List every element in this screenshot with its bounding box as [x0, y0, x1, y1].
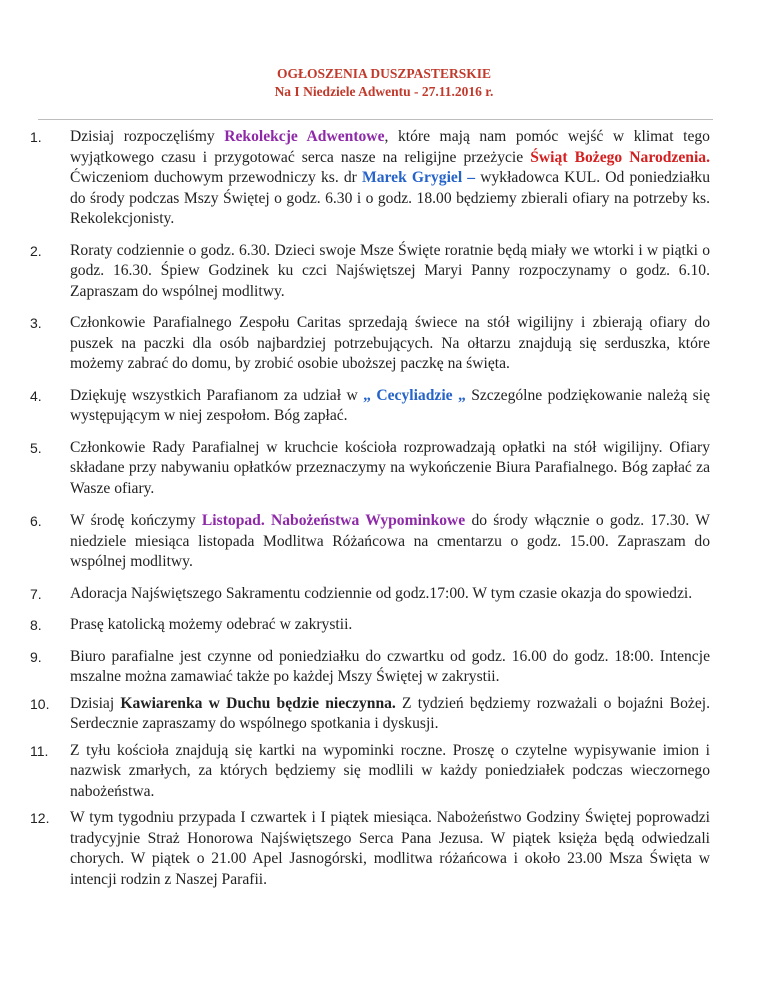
announcement-text: [70, 438, 710, 500]
text-segment: wykładowca KUL. Od poniedziałku do środy podczas Mszy Świętej o godz. 6.30 i o godz. 18.00 będziemy zbierali ofiary na potrzeby ks. Rekolekcjonisty.: [70, 169, 711, 227]
announcement-number: 1.: [30, 129, 42, 145]
announcement-number: 9.: [30, 648, 42, 665]
highlighted-phrase: Rekolekcje Adwentowe: [224, 128, 385, 145]
text-segment: Członkowie Rady Parafialnej w kruchcie kościoła rozprowadzają opłatki na stół wigilijny. Ofiary składane przy nabywaniu opłatków przeznaczymy na wykończenie Biura Parafialnego. Bóg zapłać za Wasze ofiary.: [70, 438, 710, 497]
announcements-list: [30, 127, 710, 890]
announcement-item: [30, 615, 710, 636]
announcement-text: [70, 615, 710, 636]
highlighted-phrase: „ Cecyliadzie „: [363, 386, 466, 404]
highlighted-phrase: Marek Grygiel –: [362, 169, 476, 186]
highlighted-phrase: Kawiarenka w Duchu będzie nieczynna.: [120, 694, 396, 712]
announcement-number: 11.: [30, 742, 49, 759]
announcement-item: [30, 313, 710, 375]
text-segment: Szczególne podziękowanie należą się występującym w niej zespołom. Bóg zapłać.: [70, 386, 710, 424]
text-segment: Prasę katolicką możemy odebrać w zakrystii.: [70, 616, 353, 633]
text-segment: Dzisiaj: [70, 694, 121, 712]
announcement-item: [30, 694, 710, 735]
announcement-item: [30, 438, 710, 500]
text-segment: Ćwiczeniom duchowym przewodniczy ks. dr: [70, 169, 363, 186]
announcement-item: [30, 584, 710, 605]
announcement-text: [70, 313, 710, 375]
announcement-item: [30, 386, 710, 427]
announcement-number: 10.: [30, 695, 50, 712]
highlighted-phrase: Listopad. Nabożeństwa Wypominkowe: [201, 512, 466, 529]
text-segment: Dzisiaj rozpoczęliśmy: [70, 128, 225, 145]
highlighted-phrase: Świąt Bożego Narodzenia.: [530, 148, 710, 166]
announcement-text: [70, 511, 710, 573]
announcement-number: 2.: [30, 242, 42, 259]
text-segment: Członkowie Parafialnego Zespołu Caritas sprzedają świece na stół wigilijny i zbierają ofiary do puszek na paczki dla osób najbardziej potrzebujących. Na ołtarzu znajdują się serduszka, które możemy zabrać do domu, by zrobić osobie uboższej paczkę na święta.: [70, 314, 710, 372]
announcement-text: [70, 386, 710, 427]
text-segment: Z tyłu kościoła znajdują się kartki na wypominki roczne. Proszę o czytelne wypisywanie imion i nazwisk zmarłych, za których będziemy się modlili w każdy poniedziałek podczas wieczornego nabożeństwa.: [70, 741, 710, 800]
announcement-number: 3.: [30, 315, 42, 331]
text-segment: , które mają nam pomóc wejść w klimat tego wyjątkowego czasu i przygotować serca nasze na religijne przeżycie: [70, 128, 710, 166]
announcement-number: 6.: [30, 513, 42, 529]
text-segment: W tym tygodniu przypada I czwartek i I piątek miesiąca. Nabożeństwo Godziny Świętej poprowadzi tradycyjnie Straż Honorowa Najświętszego Serca Pana Jezusa. W piątek księża będą odwiedzali chorych. W piątek o 21.00 Apel Jasnogórski, modlitwa różańcowa i około 23.00 Msza Święta w intencji rodzin z Naszej Parafii.: [70, 809, 710, 888]
text-segment: W środę kończymy: [70, 512, 202, 529]
text-segment: Adoracja Najświętszego Sakramentu codziennie od godz.17:00. W tym czasie okazja do spowiedzi.: [70, 584, 693, 602]
text-segment: Z tydzień będziemy rozważali o bojaźni Bożej. Serdecznie zapraszamy do wspólnego spotkania i dyskusji.: [70, 694, 710, 732]
announcement-text: [70, 808, 710, 890]
announcement-item: [30, 741, 710, 803]
header-divider: [38, 119, 713, 120]
announcement-number: 7.: [30, 585, 42, 602]
text-segment: Dziękuję wszystkich Parafianom za udział w: [70, 386, 364, 404]
announcement-text: [70, 584, 710, 605]
announcement-number: 5.: [30, 439, 42, 456]
announcement-text: [70, 127, 710, 230]
document-subtitle: Na I Niedziele Adwentu - 27.11.2016 r.: [274, 84, 494, 99]
announcement-item: [30, 647, 710, 688]
announcement-number: 4.: [30, 387, 42, 404]
announcement-item: [30, 511, 710, 573]
document-title: OGŁOSZENIA DUSZPASTERSKIE: [277, 66, 491, 81]
text-segment: Roraty codziennie o godz. 6.30. Dzieci swoje Msze Święte roratnie będą miały we wtorki i w piątki o godz. 16.30. Śpiew Godzinek ku czci Najświętszej Maryi Panny rozpoczynamy o godz. 6.10. Zapraszam do wspólnej modlitwy.: [70, 241, 710, 300]
announcement-number: 8.: [30, 617, 42, 633]
announcement-text: [70, 741, 710, 803]
announcement-text: [70, 647, 710, 688]
text-segment: do środy włącznie o godz. 17.30. W niedziele miesiąca listopada Modlitwa Różańcowa na cmentarzu o godz. 15.00. Zapraszam do wspólnej modlitwy.: [70, 512, 711, 570]
announcement-text: [70, 694, 710, 735]
announcement-item: [30, 241, 710, 303]
announcement-item: [30, 127, 710, 230]
announcement-text: [70, 241, 710, 303]
announcement-number: 12.: [30, 810, 50, 826]
announcement-item: [30, 808, 710, 890]
text-segment: Biuro parafialne jest czynne od poniedziałku do czwartku od godz. 16.00 do godz. 18:00. Intencje mszalne można zamawiać także po każdej Mszy Świętej w zakrystii.: [70, 647, 710, 685]
